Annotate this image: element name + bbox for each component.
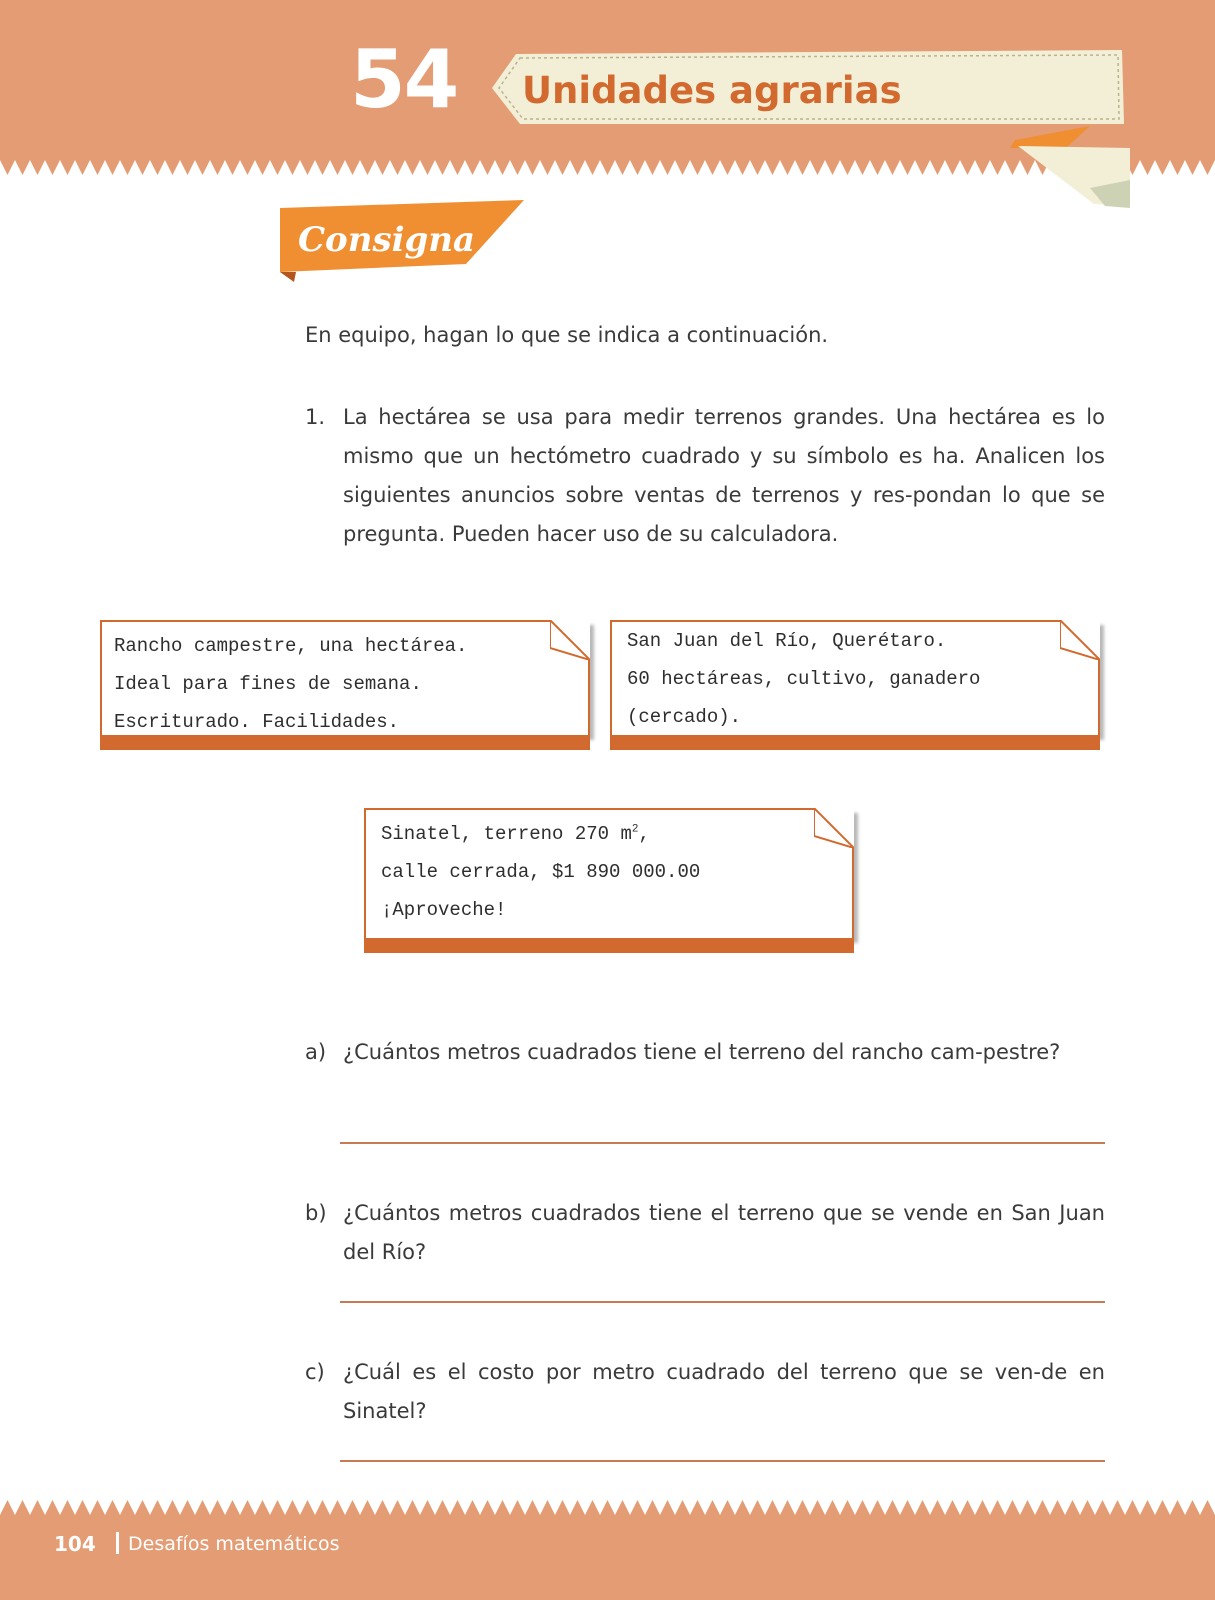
lesson-number: 54	[350, 33, 458, 126]
ad-card-san-juan	[610, 620, 1100, 735]
lesson-title: Unidades agrarias	[522, 69, 902, 112]
ad-line: Escriturado. Facilidades.	[114, 711, 400, 733]
question-b	[305, 1194, 1105, 1272]
ad-line	[381, 815, 852, 853]
answer-line-b[interactable]	[340, 1301, 1105, 1303]
item-number: 1.	[305, 405, 326, 429]
ad-text: ,	[638, 823, 650, 845]
ad-line: ¡Aproveche!	[381, 899, 507, 921]
consigna-ribbon-fold	[280, 272, 296, 282]
page-fold-icon	[550, 620, 590, 660]
book-title: Desafíos matemáticos	[128, 1533, 340, 1555]
question-text: ¿Cuántos metros cuadrados tiene el terreno que se vende en San Juan del Río?	[343, 1201, 1105, 1264]
ad-line: calle cerrada, $1 890 000.00	[381, 861, 701, 883]
intro-text: En equipo, hagan lo que se indica a continuación.	[305, 323, 829, 347]
question-letter: c)	[305, 1360, 325, 1384]
answer-line-c[interactable]	[340, 1460, 1105, 1462]
page-fold-icon	[814, 808, 854, 848]
ad-text: Sinatel, terreno 270 m	[381, 823, 632, 845]
question-a	[305, 1033, 1105, 1072]
ad-card-sinatel	[364, 808, 854, 938]
question-letter: a)	[305, 1040, 327, 1064]
page-number: 104	[54, 1532, 96, 1556]
ad-superscript: 2	[631, 823, 639, 836]
ad-line: (cercado).	[627, 706, 742, 728]
ribbon-orange-fold	[1010, 126, 1090, 148]
footer-separator	[116, 1532, 119, 1554]
question-text: ¿Cuántos metros cuadrados tiene el terreno del rancho cam-pestre?	[343, 1040, 1061, 1064]
item-text: La hectárea se usa para medir terrenos grandes. Una hectárea es lo mismo que un hectómetro cuadrado y su símbolo es ha. Analicen los siguientes anuncios sobre ventas de terrenos y res-pondan lo que se pregunta. Pueden hacer uso de su calculadora.	[343, 405, 1105, 546]
ad-line: Ideal para fines de semana.	[114, 673, 422, 695]
ad-line: Rancho campestre, una hectárea.	[114, 635, 468, 657]
answer-line-a[interactable]	[340, 1142, 1105, 1144]
ad-line: San Juan del Río, Querétaro.	[627, 630, 947, 652]
question-text: ¿Cuál es el costo por metro cuadrado del terreno que se ven-de en Sinatel?	[343, 1360, 1105, 1423]
question-c	[305, 1353, 1105, 1431]
ad-line: 60 hectáreas, cultivo, ganadero	[627, 668, 981, 690]
consigna-label: Consigna	[298, 220, 476, 260]
page-fold-icon	[1060, 620, 1100, 660]
question-letter: b)	[305, 1201, 327, 1225]
activity-item-1	[305, 398, 1105, 554]
ad-card-rancho	[100, 620, 590, 735]
